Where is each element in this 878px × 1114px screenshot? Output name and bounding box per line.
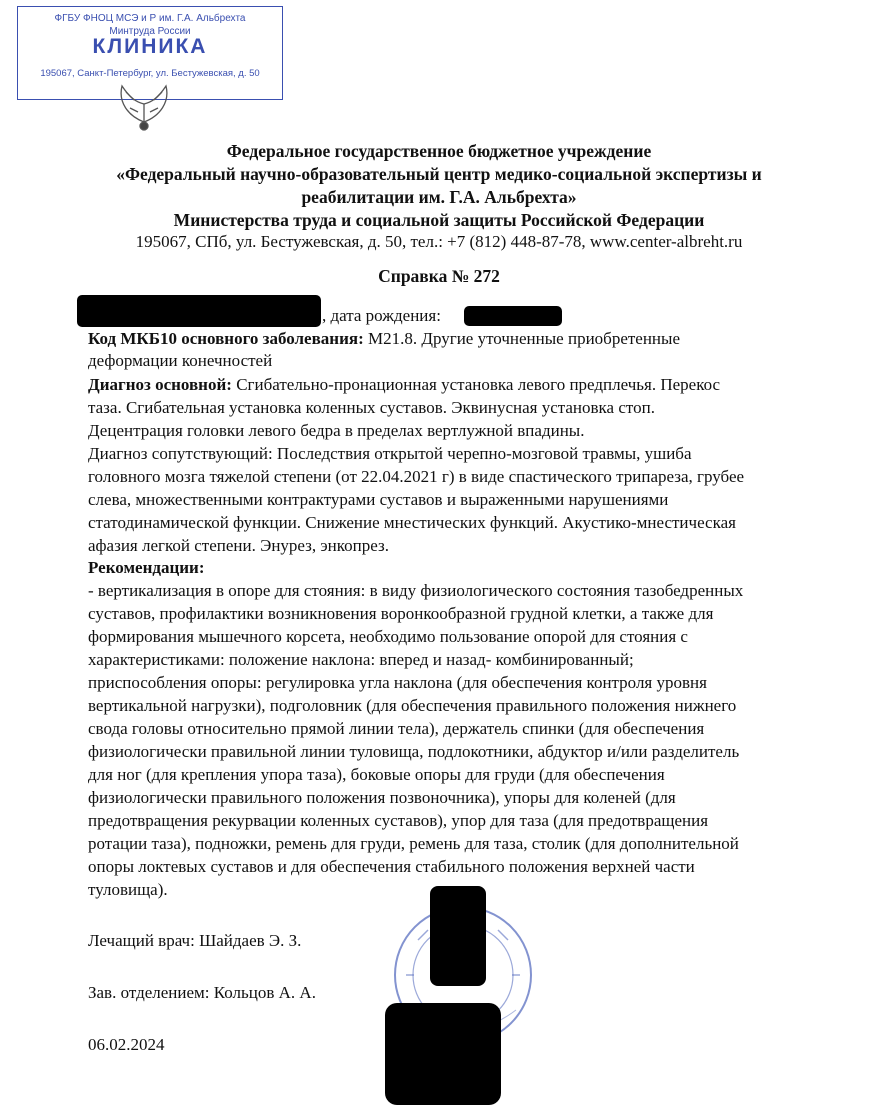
recommendation-line-11: предотвращения рекурвации коленных суставов), упор для таза (для предотвращения <box>88 811 709 830</box>
attending-doctor: Лечащий врач: Шайдаев Э. З. <box>88 931 302 950</box>
recommendation-line-9: для ног (для крепления упора таза), боковые опоры для груди (для обеспечения <box>88 765 665 784</box>
stamp-line-3: КЛИНИКА <box>92 35 208 58</box>
header-line-1: Федеральное государственное бюджетное учреждение <box>226 141 652 161</box>
redacted-name <box>77 295 321 327</box>
recommendation-line-4: характеристиками: положение наклона: вперед и назад- комбинированный; <box>88 650 634 669</box>
mkb-label: Код МКБ10 основного заболевания: <box>88 329 364 348</box>
concomitant-line-3: слева, множественными контрактурами суставов и выраженными нарушениями <box>88 490 669 509</box>
concomitant-line-2: головного мозга тяжелой степени (от 22.04.2021 г) в виде спастического трипареза, грубее <box>88 467 745 486</box>
redacted-signature-1 <box>430 886 486 986</box>
header-address: 195067, СПб, ул. Бестужевская, д. 50, тел.: +7 (812) 448-87-78, www.center-albreht.ru <box>135 232 743 251</box>
recommendation-line-1: - вертикализация в опоре для стояния: в виду физиологического состояния тазобедренных <box>88 581 744 600</box>
mkb-value-cont: деформации конечностей <box>88 351 273 370</box>
recommendations-label: Рекомендации: <box>88 558 205 577</box>
document-title: Справка № 272 <box>378 266 500 286</box>
main-diagnosis <box>88 374 720 396</box>
redacted-signature-2 <box>385 1003 501 1105</box>
concomitant-line-5: афазия легкой степени. Энурез, энкопрез. <box>88 536 389 555</box>
document-date: 06.02.2024 <box>88 1035 165 1054</box>
main-diagnosis-line-3: Децентрация головки левого бедра в пределах вертлужной впадины. <box>88 421 585 440</box>
birth-date-label: , дата рождения: <box>322 306 441 325</box>
recommendation-line-10: физиологически правильного положения позвоночника), упоры для коленей (для <box>88 788 676 807</box>
concomitant-line-4: статодинамической функции. Снижение мнестических функций. Акустико-мнестическая <box>88 513 736 532</box>
recommendation-line-7: свода головы относительно прямой линии тела), держатель спинки (для обеспечения <box>88 719 705 738</box>
header-line-3: реабилитации им. Г.А. Альбрехта» <box>301 187 577 207</box>
main-diagnosis-text: Сгибательно-пронационная установка левого предплечья. Перекос <box>231 375 721 394</box>
department-head: Зав. отделением: Кольцов А. А. <box>88 983 316 1002</box>
stamp-line-1: ФГБУ ФНОЦ МСЭ и Р им. Г.А. Альбрехта <box>54 13 246 24</box>
mkb-code <box>88 328 680 350</box>
recommendation-line-8: физиологически правильной линии туловища, подлокотники, абдуктор и/или разделитель <box>88 742 740 761</box>
recommendation-line-14: туловища). <box>88 880 168 899</box>
recommendation-line-2: суставов, профилактики возникновения воронкообразной грудной клетки, а также для <box>88 604 714 623</box>
mkb-value: M21.8. Другие уточненные приобретенные <box>363 329 681 348</box>
header-line-4: Министерства труда и социальной защиты Российской Федерации <box>173 210 705 230</box>
header-line-2: «Федеральный научно-образовательный центр медико-социальной экспертизы и <box>116 164 762 184</box>
redacted-birth-date <box>464 306 562 326</box>
recommendation-line-13: опоры локтевых суставов и для обеспечения стабильного положения верхней части <box>88 857 695 876</box>
main-diagnosis-line-2: таза. Сгибательная установка коленных суставов. Эквинусная установка стоп. <box>88 398 655 417</box>
recommendation-line-12: ротации таза), подножки, ремень для груди, ремень для таза, столик (для дополнительной <box>88 834 739 853</box>
main-diagnosis-label: Диагноз основной: <box>88 375 232 394</box>
recommendation-line-5: приспособления опоры: регулировка угла наклона (для обеспечения контроля уровня <box>88 673 707 692</box>
emblem-icon <box>108 72 180 134</box>
recommendation-line-3: формирования мышечного корсета, необходимо пользование опорой для стояния с <box>88 627 688 646</box>
stamp-line-4: 195067, Санкт-Петербург, ул. Бестужевская, д. 50 <box>40 68 260 79</box>
stamp-line-2: Минтруда России <box>109 26 191 37</box>
concomitant-line-1: Диагноз сопутствующий: Последствия открытой черепно-мозговой травмы, ушиба <box>88 444 692 463</box>
recommendation-line-6: вертикальной нагрузки), подголовник (для обеспечения правильного положения нижнего <box>88 696 737 715</box>
